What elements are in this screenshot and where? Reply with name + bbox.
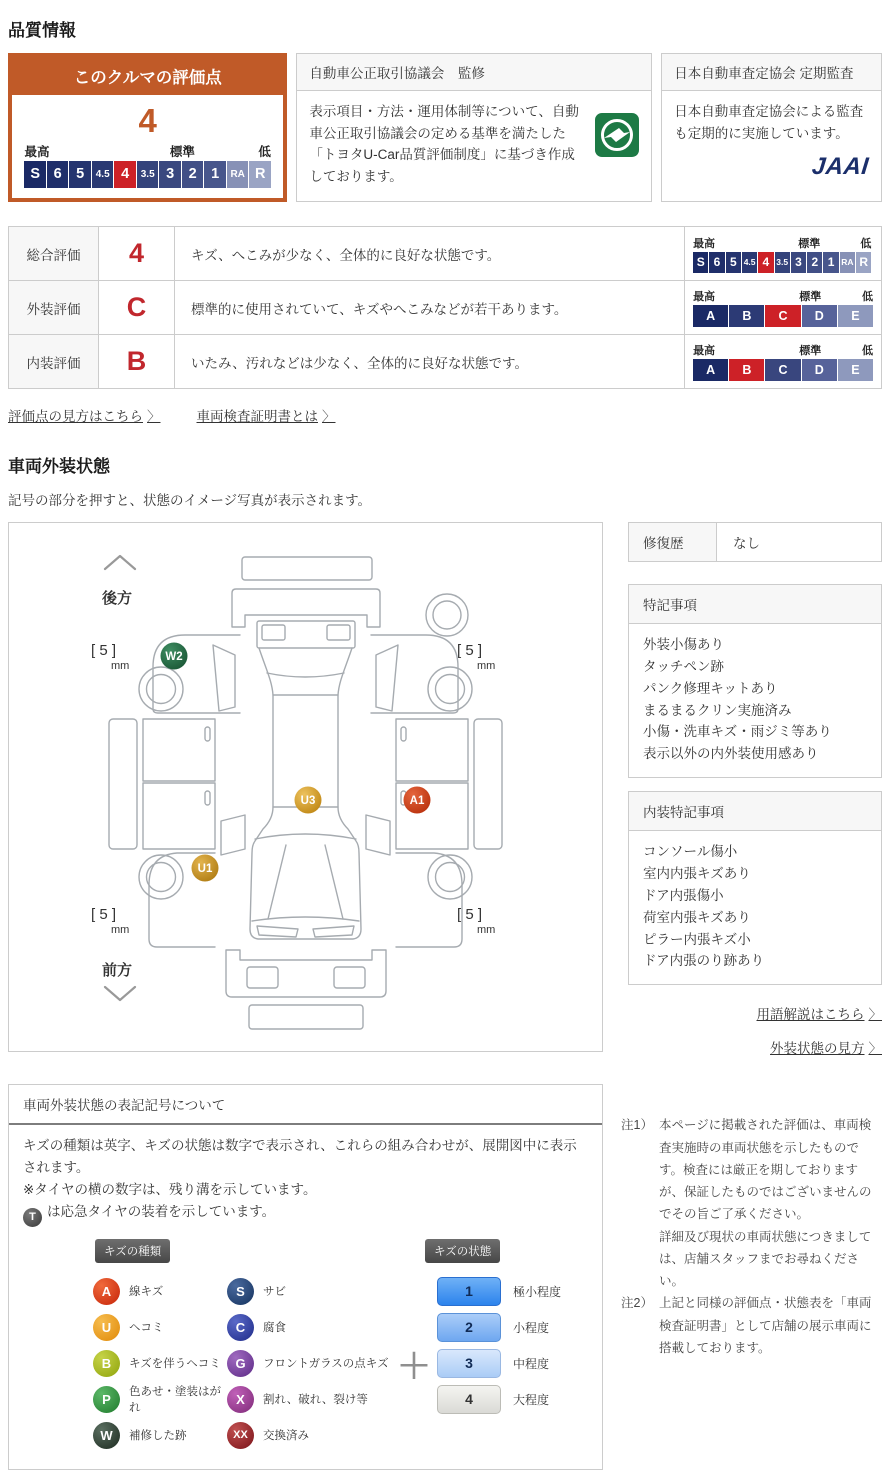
kind-label: キズを伴うヘコミ <box>129 1358 221 1371</box>
scale-cell: S <box>24 161 46 188</box>
footnote-line: 本ページに掲載された評価は、車両検査実施時の車両状態を示したものです。検査には厳正を期しておりますが、保証したものではございませんのでその旨ご了承ください。 <box>659 1118 872 1222</box>
footnote-label: 注1） <box>621 1118 653 1133</box>
kind-label: サビ <box>263 1286 286 1299</box>
footnote <box>621 1292 881 1359</box>
kind-label: フロントガラスの点キズ <box>263 1358 389 1371</box>
tread-value: [ 5 ] <box>91 642 117 659</box>
evaluation-row <box>9 335 882 389</box>
repair-history-table <box>628 522 882 562</box>
kind-G-icon: G <box>227 1350 254 1377</box>
jaai-card <box>661 53 882 202</box>
note-item: 表示以外の内外装使用感あり <box>643 746 819 762</box>
tread-unit: mm <box>477 924 496 936</box>
scale-range-labels <box>24 142 271 161</box>
chevron-right-icon: 〉 <box>147 409 161 424</box>
kind-B-icon: B <box>93 1350 120 1377</box>
scale-cell: B <box>729 359 764 381</box>
footnote-line: 上記と同様の評価点・状態表を「車両検査証明書」として店舗の展示車両に搭載しております。 <box>659 1296 872 1355</box>
note-item: 外装小傷あり <box>643 637 724 652</box>
evaluation-scale-cell <box>685 281 882 335</box>
evaluation-description: キズ、へこみが少なく、全体的に良好な状態です。 <box>175 227 685 281</box>
kind-W-icon: W <box>93 1422 120 1449</box>
damage-marker-A1[interactable] <box>404 787 431 814</box>
scale-range-labels <box>693 342 873 359</box>
front-label: 前方 <box>102 962 133 979</box>
note-item: まるまるクリン実施済み <box>643 702 792 718</box>
scale-cell: E <box>838 305 873 327</box>
scale-cell: 3 <box>791 252 806 273</box>
supervision-card-body: 表示項目・方法・運用体制等について、自動車公正取引協議会の定める基準を満たした「トヨタU-Car品質評価制度」に基づき作成しております。 <box>309 104 579 184</box>
scale-cell: 3.5 <box>137 161 159 188</box>
evaluation-scale <box>693 288 873 327</box>
svg-text:U3: U3 <box>300 795 316 807</box>
evaluation-row <box>9 281 882 335</box>
scale-cell: A <box>693 305 728 327</box>
note-item: 小傷・洗車キズ・雨ジミ等あり <box>643 724 832 740</box>
kind-item <box>93 1381 227 1417</box>
scale-cell: 6 <box>47 161 69 188</box>
kind-item <box>227 1309 397 1345</box>
scale-cell: 2 <box>807 252 822 273</box>
note-item: ドア内張傷小 <box>643 887 724 903</box>
evaluation-label: 内装評価 <box>9 335 99 389</box>
note-item: 室内内張キズあり <box>643 866 751 882</box>
scale-cell: 5 <box>69 161 91 188</box>
note-item: ピラー内張キズ小 <box>643 931 751 947</box>
tread-value: [ 5 ] <box>457 906 483 923</box>
symbol-legend-box <box>8 1084 603 1470</box>
footnote-line: 詳細及び現状の車両状態につきましては、店舗スタッフまでお尋ねください。 <box>659 1229 872 1289</box>
scale-range-label: 低 <box>860 237 872 250</box>
scale-range-label: 最高 <box>693 291 716 303</box>
scale-cell: E <box>838 359 873 381</box>
scale-cell: 4 <box>758 252 773 273</box>
state-item <box>437 1381 597 1417</box>
damage-marker-U3[interactable] <box>295 787 322 814</box>
damage-marker-U1[interactable] <box>192 855 219 882</box>
scale-range-labels <box>693 288 873 305</box>
top-row <box>8 53 882 202</box>
evaluation-description: いたみ、汚れなどは少なく、全体的に良好な状態です。 <box>175 335 685 389</box>
state-3-chip: 3 <box>437 1349 501 1378</box>
scale-range-label: 最高 <box>24 145 50 159</box>
tread-unit: mm <box>111 660 130 672</box>
legend-description: キズの種類は英字、キズの状態は数字で表示され、これらの組み合わせが、展開図中に表示されます。 <box>23 1138 577 1176</box>
jaai-card-title: 日本自動車査定協会 定期監査 <box>662 54 881 91</box>
scale-cell: 4.5 <box>92 161 114 188</box>
svg-text:W2: W2 <box>165 651 183 663</box>
scale-cell: 4.5 <box>742 252 757 273</box>
scale-range-label: 最高 <box>693 345 716 357</box>
car-exterior-diagram <box>8 522 603 1052</box>
scale-range-label: 標準 <box>799 291 822 303</box>
scale-cell: 6 <box>709 252 724 273</box>
state-item <box>437 1345 597 1381</box>
footnote-label: 注2） <box>621 1296 653 1311</box>
note-item: 荷室内張キズあり <box>643 909 751 925</box>
plus-icon: ＋ <box>397 1347 431 1386</box>
note-item: パンク修理キットあり <box>643 680 778 696</box>
scale-range-label: 標準 <box>799 345 822 357</box>
inspection-cert-link[interactable]: 車両検査証明書とは 〉 <box>196 409 336 424</box>
evaluation-grade: B <box>99 335 175 389</box>
evaluation-row <box>9 227 882 281</box>
scale-range-label: 標準 <box>169 145 195 159</box>
note-item: ドア内張のり跡あり <box>643 953 765 969</box>
scale-cell: 2 <box>182 161 204 188</box>
exterior-section-title: 車両外装状態 <box>8 457 110 476</box>
kind-label: 腐食 <box>263 1322 286 1335</box>
supervision-card <box>296 53 652 202</box>
damage-marker-W2[interactable] <box>161 643 188 670</box>
scale-cells <box>693 252 871 273</box>
repair-history-label: 修復歴 <box>629 523 717 561</box>
kind-X-icon: X <box>227 1386 254 1413</box>
scale-cell: A <box>693 359 728 381</box>
scale-cell: 3.5 <box>775 252 790 273</box>
exterior-view-link[interactable]: 外装状態の見方 〉 <box>770 1041 882 1057</box>
state-label: 極小程度 <box>513 1284 562 1299</box>
damage-kinds-badge: キズの種類 <box>95 1239 170 1263</box>
state-label: 中程度 <box>513 1356 550 1371</box>
scale-range-label: 低 <box>862 291 873 303</box>
kind-P-icon: P <box>93 1386 120 1413</box>
interior-notes-list <box>629 831 881 984</box>
scale-cells <box>693 359 873 381</box>
jaai-card-body: 日本自動車査定協会による監査も定期的に実施しています。 <box>674 104 864 141</box>
scale-cell: C <box>765 305 800 327</box>
kind-item <box>227 1273 397 1309</box>
scale-range-label: 最高 <box>693 237 716 250</box>
damage-states-badge: キズの状態 <box>425 1239 500 1263</box>
special-notes-title: 特記事項 <box>629 585 881 624</box>
scale-cell: 3 <box>159 161 181 188</box>
footnote <box>621 1114 881 1292</box>
evaluation-scale <box>693 235 871 273</box>
kind-item <box>227 1417 397 1453</box>
scale-range-labels <box>693 235 871 252</box>
kind-item <box>227 1381 397 1417</box>
scale-cell: D <box>802 359 837 381</box>
repair-history-value: なし <box>733 536 760 551</box>
page-title: 品質情報 <box>8 21 76 40</box>
interior-notes-title: 内装特記事項 <box>629 792 881 831</box>
special-notes-list <box>629 624 881 777</box>
interior-notes-box <box>628 791 882 985</box>
how-to-read-link[interactable]: 評価点の見方はこちら 〉 <box>8 409 161 424</box>
footnote-body <box>659 1114 881 1292</box>
kind-A-icon: A <box>93 1278 120 1305</box>
note-item: タッチペン跡 <box>643 658 724 674</box>
score-card-title: このクルマの評価点 <box>12 57 283 95</box>
evaluation-links <box>8 405 882 425</box>
spare-tire-icon: T <box>23 1208 42 1227</box>
state-1-chip: 1 <box>437 1277 501 1306</box>
symbol-legend-title: 車両外装状態の表記記号について <box>9 1085 602 1125</box>
kind-label: 色あせ・塗装はがれ <box>129 1386 221 1415</box>
supervision-card-title: 自動車公正取引協議会 監修 <box>297 54 651 91</box>
chevron-right-icon: 〉 <box>868 1041 882 1057</box>
tread-unit: mm <box>111 924 130 936</box>
scale-cells <box>693 305 873 327</box>
kind-XX-icon: XX <box>227 1422 254 1449</box>
kind-item <box>93 1345 227 1381</box>
front-direction-icon <box>105 987 135 1000</box>
evaluation-scale <box>693 342 873 381</box>
kind-C-icon: C <box>227 1314 254 1341</box>
kind-item <box>93 1417 227 1453</box>
legend-tire-note: ※タイヤの横の数字は、残り溝を示しています。 <box>23 1182 317 1198</box>
fair-trade-council-icon <box>595 113 639 164</box>
kind-item <box>227 1345 397 1381</box>
kind-label: 交換済み <box>263 1430 309 1443</box>
score-scale <box>24 142 271 188</box>
rear-label: 後方 <box>102 590 133 607</box>
chevron-right-icon: 〉 <box>868 1007 882 1023</box>
jaai-logo: JAAI <box>810 153 871 181</box>
scale-cell: 1 <box>204 161 226 188</box>
kind-label: 補修した跡 <box>129 1430 187 1443</box>
footnotes <box>621 1084 881 1359</box>
special-notes-box <box>628 584 882 778</box>
evaluation-label: 外装評価 <box>9 281 99 335</box>
scale-cell: R <box>856 252 871 273</box>
scale-range-label: 標準 <box>798 237 821 250</box>
kind-label: 割れ、破れ、裂け等 <box>263 1394 368 1407</box>
kind-item <box>93 1309 227 1345</box>
kind-S-icon: S <box>227 1278 254 1305</box>
state-item <box>437 1309 597 1345</box>
tread-unit: mm <box>477 660 496 672</box>
state-item <box>437 1273 597 1309</box>
svg-text:A1: A1 <box>409 795 425 807</box>
evaluation-scale-cell <box>685 335 882 389</box>
glossary-link[interactable]: 用語解説はこちら 〉 <box>756 1007 882 1023</box>
rear-direction-icon <box>105 556 135 569</box>
scale-cell: R <box>249 161 271 188</box>
state-2-chip: 2 <box>437 1313 501 1342</box>
scale-cell: D <box>802 305 837 327</box>
note-item: コンソール傷小 <box>643 844 738 860</box>
scale-cell: S <box>693 252 708 273</box>
footnote-body <box>659 1292 881 1359</box>
scale-cell: 4 <box>114 161 136 188</box>
scale-cells <box>24 161 271 188</box>
evaluation-description: 標準的に使用されていて、キズやへこみなどが若干あります。 <box>175 281 685 335</box>
tread-value: [ 5 ] <box>91 906 117 923</box>
scale-cell: RA <box>227 161 249 188</box>
evaluation-table <box>8 226 882 389</box>
state-4-chip: 4 <box>437 1385 501 1414</box>
score-value: 4 <box>138 102 157 139</box>
scale-cell: 1 <box>823 252 838 273</box>
state-label: 小程度 <box>513 1320 550 1335</box>
svg-text:U1: U1 <box>197 863 213 875</box>
kind-U-icon: U <box>93 1314 120 1341</box>
evaluation-grade: C <box>99 281 175 335</box>
kind-item <box>93 1273 227 1309</box>
tread-value: [ 5 ] <box>457 642 483 659</box>
evaluation-scale-cell <box>685 227 882 281</box>
scale-cell: RA <box>840 252 855 273</box>
state-label: 大程度 <box>513 1392 550 1407</box>
kind-label: ヘコミ <box>129 1322 164 1335</box>
kind-label: 線キズ <box>129 1286 164 1299</box>
chevron-right-icon: 〉 <box>322 409 336 424</box>
scale-cell: B <box>729 305 764 327</box>
legend-spare-note: T は応急タイヤの装着を示しています。 <box>23 1201 588 1227</box>
evaluation-grade: 4 <box>99 227 175 281</box>
evaluation-label: 総合評価 <box>9 227 99 281</box>
scale-cell: C <box>765 359 800 381</box>
scale-cell: 5 <box>726 252 741 273</box>
exterior-hint: 記号の部分を押すと、状態のイメージ写真が表示されます。 <box>8 493 372 508</box>
scale-range-label: 低 <box>258 145 271 159</box>
scale-range-label: 低 <box>862 345 873 357</box>
score-card <box>8 53 287 202</box>
